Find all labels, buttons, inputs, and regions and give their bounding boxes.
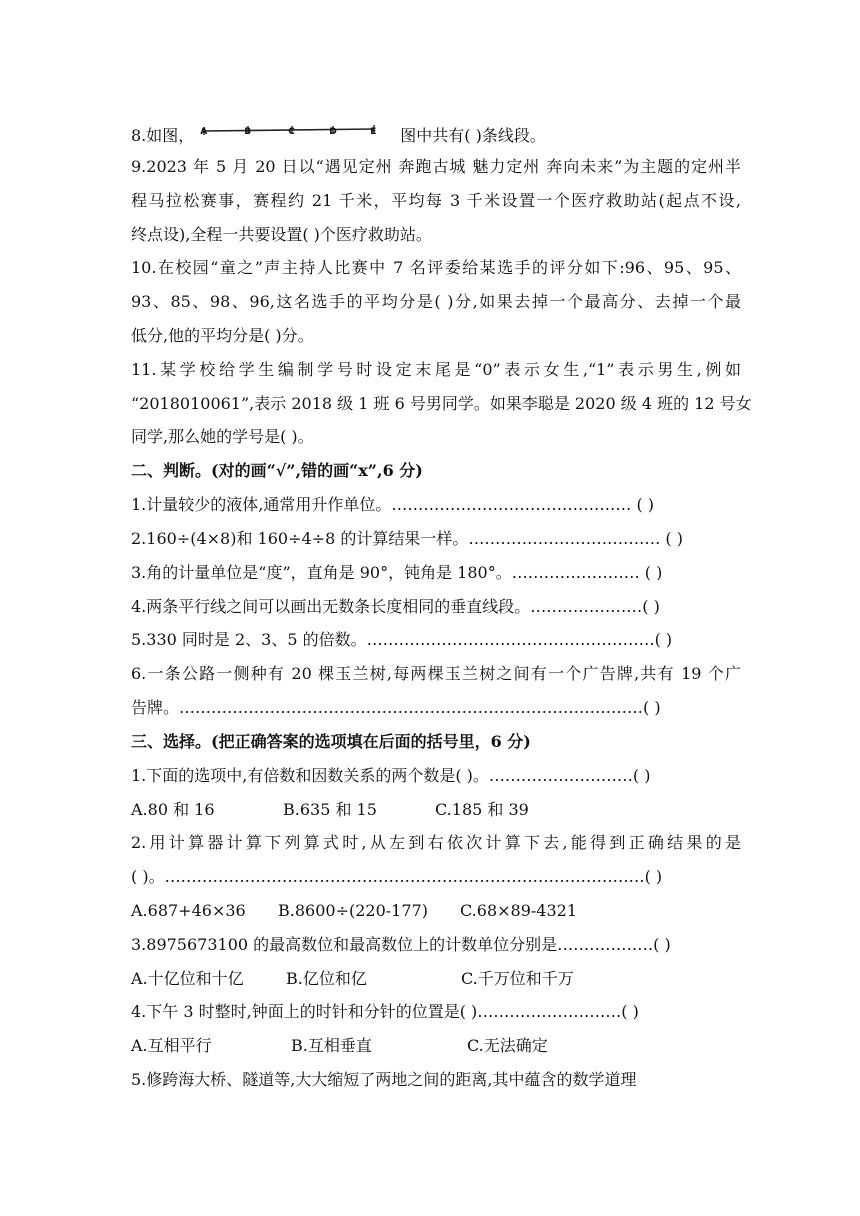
q9-line-2: 程马拉松赛事，赛程约 21 千米，平均每 3 千米设置一个医疗救助站(起点不设, bbox=[131, 191, 741, 210]
option-b: B.亿位和亿 bbox=[286, 969, 367, 988]
option-a: A.十亿位和十亿 bbox=[131, 969, 244, 988]
q11-line-1: 11.某学校给学生编制学号时设定末尾是“0”表示女生,“1”表示男生,例如 bbox=[131, 360, 741, 379]
choice-q1: 1.下面的选项中,有倍数和因数关系的两个数是( )。………………………( ) bbox=[131, 766, 651, 785]
point-label-e: E bbox=[370, 126, 377, 137]
judge-item-6-line-2: 告牌。……………………………………………………………………………( ) bbox=[131, 698, 661, 717]
q10-line-3: 低分,他的平均分是( )分。 bbox=[131, 326, 314, 345]
option-b: B.互相垂直 bbox=[291, 1036, 372, 1055]
judge-item-4: 4.两条平行线之间可以画出无数条长度相同的垂直线段。…………………( ) bbox=[131, 597, 660, 616]
option-b: B.8600÷(220-177) bbox=[278, 901, 428, 920]
judge-item-3: 3.角的计量单位是“度”，直角是 90°，钝角是 180°。…………………… ( ) bbox=[131, 563, 663, 582]
point-label-d: D bbox=[329, 126, 337, 137]
choice-q5: 5.修跨海大桥、隧道等,大大缩短了两地之间的距离,其中蕴含的数学道理 bbox=[131, 1070, 637, 1089]
q11-line-2: “2018010061”,表示 2018 级 1 班 6 号男同学。如果李聪是 2020 级 4 班的 12 号女 bbox=[131, 394, 752, 413]
option-b: B.635 和 15 bbox=[283, 800, 377, 819]
choice-q2-options bbox=[131, 899, 741, 923]
q8-line bbox=[131, 124, 741, 149]
option-c: C.68×89-4321 bbox=[460, 901, 578, 920]
section2-heading: 二、判断。(对的画“√”,错的画“x”,6 分) bbox=[131, 461, 423, 480]
option-a: A.互相平行 bbox=[131, 1036, 212, 1055]
q10-line-2: 93、85、98、96,这名选手的平均分是( )分,如果去掉一个最高分、去掉一个最 bbox=[131, 292, 741, 311]
point-label-c: C bbox=[288, 126, 295, 137]
point-label-a: A bbox=[200, 126, 208, 137]
choice-q4-options bbox=[131, 1034, 741, 1058]
q10-line-1: 10.在校园“童之”声主持人比赛中 7 名评委给某选手的评分如下:96、95、95、 bbox=[131, 258, 741, 277]
point-label-b: B bbox=[244, 126, 252, 137]
q8-suffix: 图中共有( )条线段。 bbox=[400, 126, 546, 145]
choice-q2-line-2: ( )。………………………………………………………………………………( ) bbox=[131, 867, 663, 886]
choice-q1-options bbox=[131, 798, 741, 822]
choice-q3: 3.8975673100 的最高数位和最高数位上的计数单位分别是………………( ) bbox=[131, 935, 671, 954]
q9-line-3: 终点设),全程一共要设置( )个医疗救助站。 bbox=[131, 225, 432, 244]
section3-heading: 三、选择。(把正确答案的选项填在后面的括号里，6 分) bbox=[131, 732, 531, 751]
choice-q3-options bbox=[131, 967, 741, 991]
q9-line-1: 9.2023 年 5 月 20 日以“遇见定州 奔跑古城 魅力定州 奔向未来”为主题的定州半 bbox=[131, 157, 741, 176]
judge-item-1: 1.计量较少的液体,通常用升作单位。……………………………………… ( ) bbox=[131, 495, 655, 514]
judge-item-5: 5.330 同时是 2、3、5 的倍数。………………………………………………( ) bbox=[131, 630, 673, 649]
option-c: C.185 和 39 bbox=[435, 800, 529, 819]
option-c: C.无法确定 bbox=[467, 1036, 548, 1055]
option-c: C.千万位和千万 bbox=[461, 969, 574, 988]
q8-prefix: 8.如图， bbox=[131, 126, 195, 145]
judge-item-2: 2.160÷(4×8)和 160÷4÷8 的计算结果一样。……………………………… ( ) bbox=[131, 529, 684, 548]
option-a: A.80 和 16 bbox=[131, 800, 215, 819]
judge-item-6-line-1: 6.一条公路一侧种有 20 棵玉兰树,每两棵玉兰树之间有一个广告牌,共有 19 个广 bbox=[131, 664, 741, 683]
option-a: A.687+46×36 bbox=[131, 901, 246, 920]
segment-figure bbox=[200, 125, 380, 149]
q11-line-3: 同学,那么她的学号是( )。 bbox=[131, 427, 314, 446]
choice-q2-line-1: 2.用计算器计算下列算式时,从左到右依次计算下去,能得到正确结果的是 bbox=[131, 833, 741, 852]
choice-q4: 4.下午 3 时整时,钟面上的时针和分针的位置是( )………………………( ) bbox=[131, 1002, 639, 1021]
